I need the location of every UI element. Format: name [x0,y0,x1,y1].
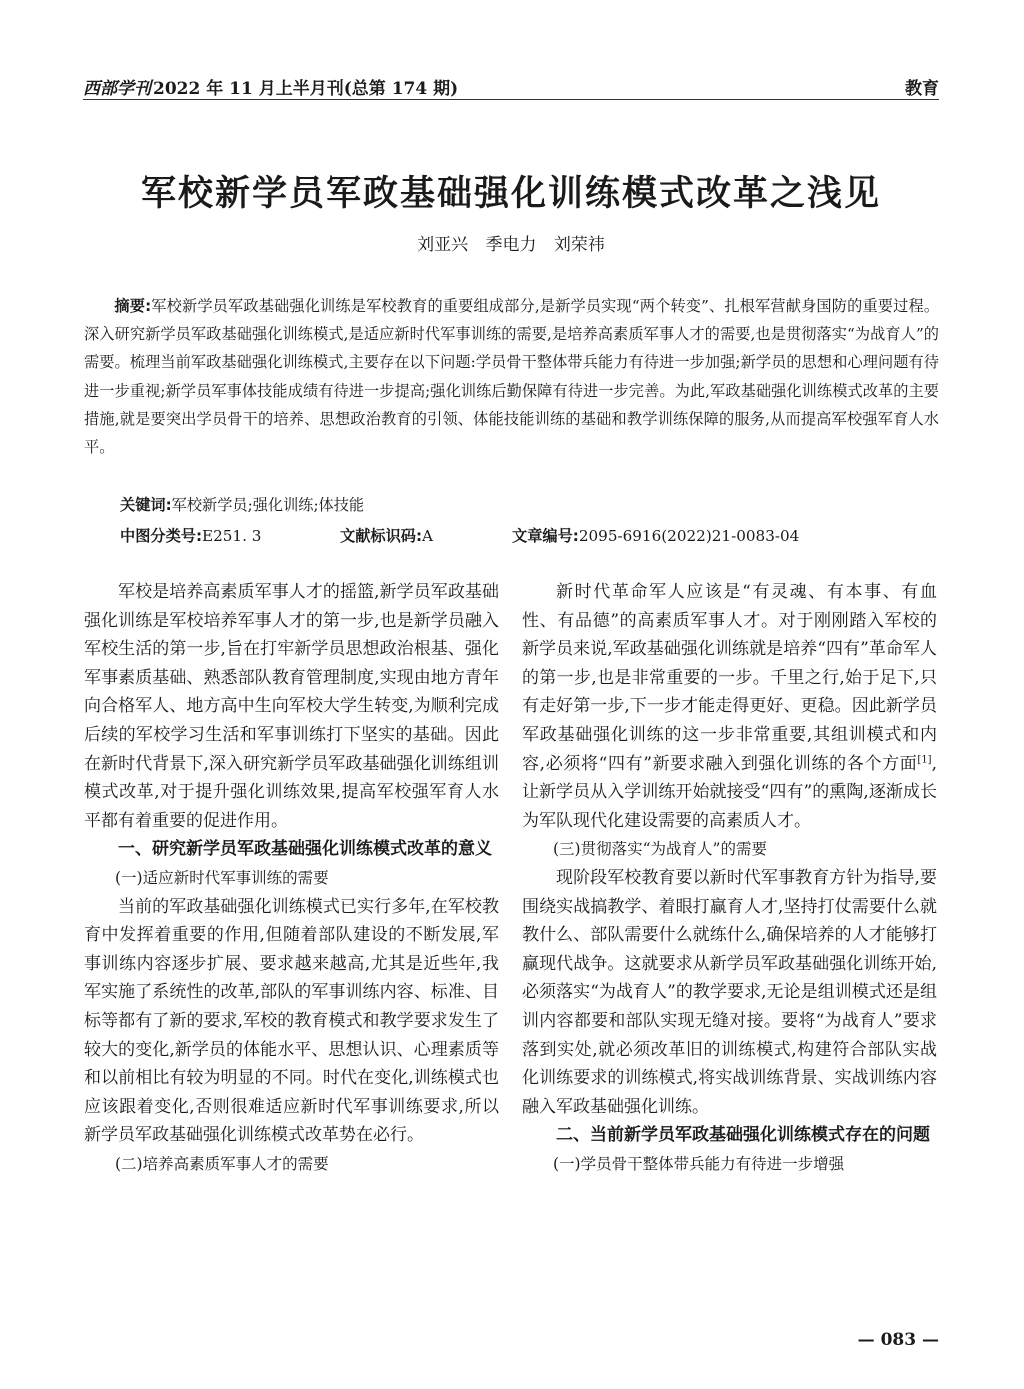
abstract-label: 摘要: [114,297,152,315]
header-section: 教育 [905,79,939,99]
section-heading: 二、当前新学员军政基础强化训练模式存在的问题 [556,1125,930,1146]
document-code: 文献标识码:A [340,527,433,545]
running-header [83,70,939,100]
abstract-text: 军校新学员军政基础强化训练是军校教育的重要组成部分,是新学员实现“两个转变”、扎根军营献身国防的重要过程。深入研究新学员军政基础强化训练模式,是适应新时代军事训练的需要,是培养高素质军事人才的需要,也是贯彻落实“为战育人”的需要。梳理当前军政基础强化训练模式,主要存在以下问题:学员骨干整体带兵能力有待进一步加强;新学员的思想和心理问题有待进一步重视;新学员军事体技能成绩有待进一步提高;强化训练后勤保障有待进一步完善。为此,军政基础强化训练模式改革的主要措施,就是要突出学员骨干的培养、思想政治教育的引领、体能技能训练的基础和教学训练保障的服务,从而提高军校强军育人水平。 [84,297,940,457]
journal-issue: 2022 年 11 月上半月刊(总第 174 期) [153,79,459,99]
article-number: 文章编号:2095-6916(2022)21-0083-04 [512,527,800,545]
article-title: 军校新学员军政基础强化训练模式改革之浅见 [140,173,881,214]
paragraph: 现阶段军校教育要以新时代军事教育方针为指导,要围绕实战搞教学、着眼打赢育人才,坚持打仗需要什么就教什么、部队需要什么就练什么,确保培养的人才能够打赢现代战争。这就要求从新学员军政基础强化训练开始,必须落实“为战育人”的教学要求,无论是组训模式还是组训内容都要和部队实现无缝对接。要将“为战育人”要求落到实处,就必须改革旧的训练模式,构建符合部队实战化训练要求的训练模式,将实战训练背景、实战训练内容融入军政基础强化训练。 [522,867,937,1117]
article-metadata [120,525,939,549]
subsection-heading: (三)贯彻落实“为战育人”的需要 [553,840,767,859]
journal-logo: 西部学刊 [83,79,151,99]
header-journal [83,74,458,99]
article-authors: 刘亚兴 季电力 刘荣祎 [417,235,605,255]
keywords [120,494,364,515]
keywords-text: 军校新学员;强化训练;体技能 [171,496,365,514]
abstract [84,292,939,461]
body-column-right [522,578,937,1178]
page-number: — 083 — [857,1330,939,1350]
clc-number: 中图分类号:E251. 3 [120,527,262,545]
paragraph: 军校是培养高素质军事人才的摇篮,新学员军政基础强化训练是军校培养军事人才的第一步,也是新学员融入军校生活的第一步,旨在打牢新学员思想政治根基、强化军事素质基础、熟悉部队教育管理制度,实现由地方青年向合格军人、地方高中生向军校大学生转变,为顺利完成后续的军校学习生活和军事训练打下坚实的基础。因此在新时代背景下,深入研究新学员军政基础强化训练组训模式改革,对于提升强化训练效果,提高军校强军育人水平都有着重要的促进作用。 [84,582,499,831]
subsection-heading: (一)学员骨干整体带兵能力有待进一步增强 [553,1154,845,1173]
section-heading: 一、研究新学员军政基础强化训练模式改革的意义 [118,839,492,860]
subsection-heading: (二)培养高素质军事人才的需要 [115,1154,329,1173]
subsection-heading: (一)适应新时代军事训练的需要 [115,868,329,887]
body-column-left [84,578,499,1178]
header-divider [83,99,939,100]
paragraph: 新时代革命军人应该是“有灵魂、有本事、有血性、有品德”的高素质军事人才。对于刚刚踏入军校的新学员来说,军政基础强化训练就是培养“四有”革命军人的第一步,也是非常重要的一步。千里之行,始于足下,只有走好第一步,下一步才能走得更好、更稳。因此新学员军政基础强化训练的这一步非常重要,其组训模式和内容,必须将“四有”新要求融入到强化训练的各个方面[1],让新学员从入学训练开始就接受“四有”的熏陶,逐渐成长为军队现代化建设需要的高素质人才。 [522,582,937,831]
citation-ref[interactable]: [1] [917,753,932,765]
keywords-label: 关键词: [120,496,172,514]
paragraph: 当前的军政基础强化训练模式已实行多年,在军校教育中发挥着重要的作用,但随着部队建设的不断发展,军事训练内容逐步扩展、要求越来越高,尤其是近些年,我军实施了系统性的改革,部队的军事训练内容、标准、目标等都有了新的要求,军校的教育模式和教学要求发生了较大的变化,新学员的体能水平、思想认识、心理素质等和以前相比有较为明显的不同。时代在变化,训练模式也应该跟着变化,否则很难适应新时代军事训练要求,所以新学员军政基础强化训练模式改革势在必行。 [84,896,499,1146]
